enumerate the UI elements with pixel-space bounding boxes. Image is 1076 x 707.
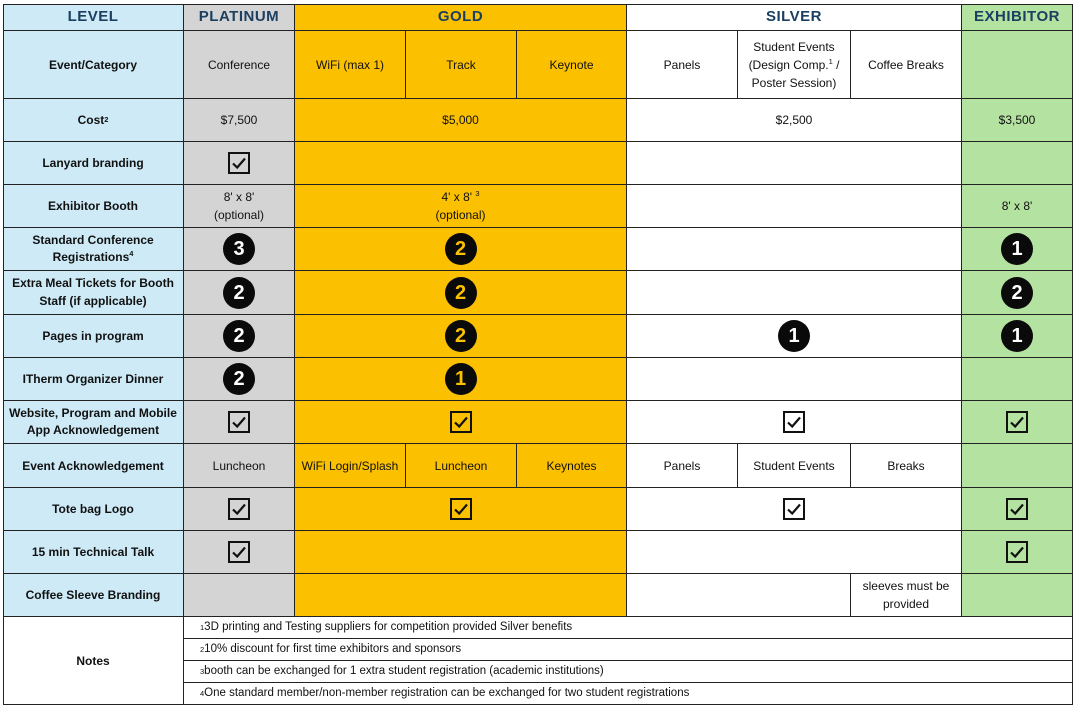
platinum-booth [184, 185, 295, 228]
cost-label-text: Cost [77, 113, 105, 127]
header-level: LEVEL [3, 4, 184, 31]
exhibitor-cost: $3,500 [962, 99, 1073, 142]
gold-website-ack [295, 401, 627, 444]
exhibitor-dinner-empty [962, 358, 1073, 401]
footnote-marker: 1 [828, 56, 833, 66]
gold-dinner [295, 358, 627, 401]
silver-lanyard-empty [627, 142, 962, 185]
row-label-talk: 15 min Technical Talk [3, 531, 184, 574]
gold-sleeve-empty [295, 574, 627, 617]
gold-event-keynote: Keynote [517, 31, 627, 99]
checked-box-icon [783, 498, 805, 520]
silver-sleeve-empty [627, 574, 851, 617]
platinum-website-ack [184, 401, 295, 444]
platinum-lanyard [184, 142, 295, 185]
exhibitor-std-registrations [962, 228, 1073, 271]
row-label-dinner: ITherm Organizer Dinner [3, 358, 184, 401]
number-circle-icon: 1 [1001, 233, 1033, 265]
checked-box-icon [228, 152, 250, 174]
platinum-booth-size: 8' x 8' [223, 190, 255, 204]
silver-student-line2 [749, 56, 840, 74]
platinum-tote [184, 488, 295, 531]
gold-tote [295, 488, 627, 531]
gold-pages [295, 315, 627, 358]
footnote-text: One standard member/non-member registration can be exchanged for two student registrations [204, 686, 690, 699]
number-circle-icon: 1 [1001, 320, 1033, 352]
row-label-cost: Cost 2 [3, 99, 184, 142]
footnote-2: 2 10% discount for first time exhibitors and sponsors [184, 639, 1073, 661]
gold-booth-size-text: 4' x 8' [441, 190, 473, 204]
gold-booth-size [441, 188, 479, 206]
exhibitor-sleeve-empty [962, 574, 1073, 617]
silver-booth-empty [627, 185, 962, 228]
exhibitor-event-ack-empty [962, 444, 1073, 488]
row-label-event-category: Event/Category [3, 31, 184, 99]
footnote-4: 4 One standard member/non-member registration can be exchanged for two student registrations [184, 683, 1073, 705]
notes-label: Notes [3, 617, 184, 705]
checked-box-icon [1006, 541, 1028, 563]
number-circle-icon: 2 [223, 320, 255, 352]
platinum-dinner [184, 358, 295, 401]
platinum-talk [184, 531, 295, 574]
sponsorship-table [3, 4, 1073, 705]
platinum-booth-optional: (optional) [213, 208, 265, 222]
gold-event-wifi: WiFi (max 1) [295, 31, 406, 99]
silver-event-ack-student: Student Events [738, 444, 851, 488]
platinum-pages [184, 315, 295, 358]
gold-meal-tickets [295, 271, 627, 315]
exhibitor-event-empty [962, 31, 1073, 99]
std-reg-label-line1: Standard Conference [32, 232, 154, 247]
gold-talk-empty [295, 531, 627, 574]
header-gold: GOLD [295, 4, 627, 31]
silver-event-ack-panels: Panels [627, 444, 738, 488]
footnote-marker: 3 [475, 189, 480, 198]
footnote-3: 3 booth can be exchanged for 1 extra student registration (academic institutions) [184, 661, 1073, 683]
checked-box-icon [783, 411, 805, 433]
checked-box-icon [450, 411, 472, 433]
std-reg-label-line2 [53, 249, 134, 266]
footnote-text: booth can be exchanged for 1 extra student registration (academic institutions) [204, 664, 604, 677]
platinum-event-ack: Luncheon [184, 444, 295, 488]
checked-box-icon [450, 498, 472, 520]
row-label-pages: Pages in program [3, 315, 184, 358]
silver-talk-empty [627, 531, 962, 574]
gold-booth-optional: (optional) [435, 208, 486, 222]
checked-box-icon [1006, 411, 1028, 433]
footnote-text: 3D printing and Testing suppliers for competition provided Silver benefits [204, 620, 573, 633]
row-label-lanyard: Lanyard branding [3, 142, 184, 185]
silver-student-line2-slash: / [832, 57, 840, 72]
row-label-event-ack: Event Acknowledgement [3, 444, 184, 488]
row-label-meal-tickets [3, 271, 184, 315]
sleeve-note-line1: sleeves must be [862, 579, 950, 593]
footnote-1: 1 3D printing and Testing suppliers for competition provided Silver benefits [184, 617, 1073, 639]
header-platinum: PLATINUM [184, 4, 295, 31]
row-label-booth: Exhibitor Booth [3, 185, 184, 228]
row-label-coffee-sleeve: Coffee Sleeve Branding [3, 574, 184, 617]
silver-dinner-empty [627, 358, 962, 401]
checked-box-icon [228, 411, 250, 433]
checked-box-icon [1006, 498, 1028, 520]
silver-cost: $2,500 [627, 99, 962, 142]
gold-event-ack-keynotes: Keynotes [517, 444, 627, 488]
gold-cost: $5,000 [295, 99, 627, 142]
number-circle-icon: 2 [223, 363, 255, 395]
exhibitor-pages [962, 315, 1073, 358]
header-exhibitor: EXHIBITOR [962, 4, 1073, 31]
silver-std-registrations-empty [627, 228, 962, 271]
website-label-line2: App Acknowledgement [26, 423, 160, 437]
platinum-event-conference: Conference [184, 31, 295, 99]
meal-label-line2: Staff (if applicable) [39, 293, 147, 308]
row-label-std-registrations [3, 228, 184, 271]
silver-student-line2-text: (Design Comp. [748, 57, 829, 72]
website-label-line1: Website, Program and Mobile [9, 405, 177, 420]
checked-box-icon [228, 541, 250, 563]
row-label-tote: Tote bag Logo [3, 488, 184, 531]
silver-meal-tickets-empty [627, 271, 962, 315]
std-reg-label-line2-text: Registrations [52, 250, 130, 264]
silver-event-panels: Panels [627, 31, 738, 99]
number-circle-icon: 1 [778, 320, 810, 352]
exhibitor-website-ack [962, 401, 1073, 444]
number-circle-icon: 2 [445, 277, 477, 309]
header-silver: SILVER [627, 4, 962, 31]
platinum-cost: $7,500 [184, 99, 295, 142]
checked-box-icon [228, 498, 250, 520]
number-circle-icon: 2 [445, 233, 477, 265]
silver-event-coffee-breaks: Coffee Breaks [851, 31, 962, 99]
exhibitor-talk [962, 531, 1073, 574]
silver-event-ack-breaks: Breaks [851, 444, 962, 488]
meal-label-line1: Extra Meal Tickets for Booth [12, 276, 174, 291]
silver-student-line3: Poster Session) [751, 75, 837, 90]
gold-event-ack-luncheon: Luncheon [406, 444, 517, 488]
silver-sleeve-note [851, 574, 962, 617]
gold-event-track: Track [406, 31, 517, 99]
silver-event-student-events [738, 31, 851, 99]
exhibitor-lanyard-empty [962, 142, 1073, 185]
exhibitor-meal-tickets [962, 271, 1073, 315]
footnote-marker: 4 [129, 249, 134, 258]
silver-website-ack [627, 401, 962, 444]
gold-lanyard-empty [295, 142, 627, 185]
exhibitor-tote [962, 488, 1073, 531]
gold-event-ack-wifi: WiFi Login/Splash [295, 444, 406, 488]
number-circle-icon: 2 [445, 320, 477, 352]
silver-tote [627, 488, 962, 531]
number-circle-icon: 1 [445, 363, 477, 395]
platinum-sleeve-empty [184, 574, 295, 617]
number-circle-icon: 2 [223, 277, 255, 309]
gold-booth [295, 185, 627, 228]
platinum-meal-tickets [184, 271, 295, 315]
exhibitor-booth: 8' x 8' [962, 185, 1073, 228]
number-circle-icon: 3 [223, 233, 255, 265]
row-label-website-ack [3, 401, 184, 444]
gold-std-registrations [295, 228, 627, 271]
footnote-text: 10% discount for first time exhibitors and sponsors [204, 642, 462, 655]
number-circle-icon: 2 [1001, 277, 1033, 309]
sleeve-note-line2: provided [882, 597, 930, 611]
silver-pages [627, 315, 962, 358]
silver-student-line1: Student Events [753, 39, 835, 54]
platinum-std-registrations [184, 228, 295, 271]
